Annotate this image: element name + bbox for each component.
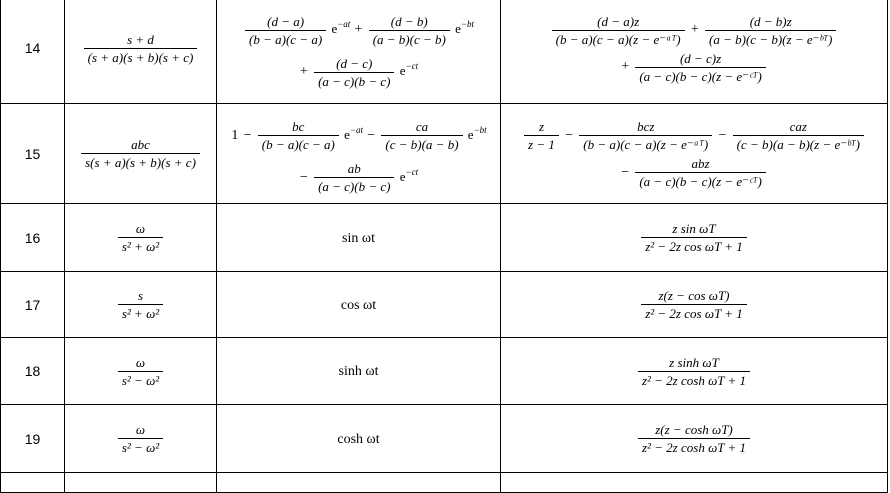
row-number: 17 (1, 272, 65, 338)
fraction (733, 119, 864, 152)
numerator: ab (347, 161, 361, 177)
fraction (314, 161, 394, 194)
expr-line (217, 6, 500, 48)
table-row-17 (1, 272, 888, 338)
fraction (638, 355, 750, 388)
fraction (81, 137, 200, 170)
operator: + (299, 64, 308, 79)
numerator: bc (292, 119, 305, 135)
fraction (84, 32, 198, 65)
denominator: s(s + a)(s + b)(s + c) (81, 153, 200, 170)
denominator: z² − 2z cos ωT + 1 (641, 304, 747, 321)
fraction (641, 221, 747, 254)
time-cell (217, 272, 501, 338)
denominator: z − 1 (524, 135, 559, 152)
denominator: (a − c)(b − c) (314, 177, 394, 194)
row-number: 19 (1, 405, 65, 473)
numerator: caz (789, 119, 807, 135)
operator: − (565, 127, 574, 143)
operator: + (354, 22, 363, 37)
numerator: (d − c) (336, 55, 373, 71)
table-row-15 (1, 104, 888, 204)
time-cell (217, 104, 501, 204)
denominator: (a − b)(c − b)(z − e⁻ᵇᵀ) (705, 30, 836, 47)
numerator: z sinh ωT (669, 354, 719, 370)
table-row-14 (1, 0, 888, 104)
time-cell (217, 0, 501, 104)
time-function: cos ωt (340, 297, 377, 313)
fraction (118, 355, 163, 388)
laplace-cell (65, 104, 217, 204)
z-transform-cell (501, 0, 888, 104)
operator: − (243, 127, 252, 143)
time-cell (217, 204, 501, 272)
time-function: sinh ωt (338, 364, 379, 379)
denominator: s² + ω² (118, 304, 163, 321)
fraction (118, 422, 163, 455)
laplace-cell (65, 0, 217, 104)
table-row-18 (1, 338, 888, 405)
denominator: z² − 2z cosh ωT + 1 (638, 438, 750, 455)
fraction (381, 119, 462, 152)
row-number: 18 (1, 338, 65, 405)
fraction (118, 221, 163, 254)
numerator: z (538, 119, 544, 135)
denominator: (a − c)(b − c) (314, 72, 394, 89)
laplace-cell (65, 338, 217, 405)
denominator: (a − c)(b − c)(z − e⁻ᶜᵀ) (635, 172, 765, 189)
fraction (638, 422, 750, 455)
operator: − (621, 164, 630, 180)
denominator: (c − b)(a − b) (381, 135, 462, 152)
denominator: (b − a)(c − a)(z − e⁻ᵃᵀ) (552, 30, 685, 47)
fraction (641, 288, 747, 321)
fraction (635, 156, 765, 189)
time-function: sin ωt (342, 230, 375, 246)
expr-line (501, 154, 887, 191)
numerator: z(z − cosh ωT) (655, 422, 733, 437)
fraction (314, 56, 394, 89)
exponential: $e^{-at}$ (331, 19, 351, 36)
exponential: $e^{-ct}$ (399, 61, 419, 78)
numerator: z(z − cos ωT) (658, 288, 730, 303)
exponential: $e^{-bt}$ (467, 124, 487, 142)
time-cell (217, 338, 501, 405)
z-transform-cell (501, 272, 888, 338)
row-number: 14 (1, 0, 65, 104)
fraction (552, 14, 685, 47)
operator: − (367, 127, 376, 143)
denominator: (b − a)(c − a) (245, 30, 326, 47)
denominator: z² − 2z cos ωT + 1 (641, 237, 747, 254)
numerator: (d − b) (390, 13, 428, 29)
laplace-cell (65, 405, 217, 473)
numerator: s + d (127, 31, 154, 47)
operator: − (299, 169, 308, 185)
exponential: $e^{-bt}$ (455, 19, 474, 36)
denominator: (b − a)(c − a) (258, 135, 339, 152)
numerator: (d − a)z (597, 13, 640, 29)
numerator: (d − b)z (749, 13, 792, 29)
row-number: 16 (1, 204, 65, 272)
fraction (524, 119, 559, 152)
table-row-19 (1, 405, 888, 473)
laplace-cell (65, 204, 217, 272)
expr-line (501, 117, 887, 154)
denominator: s² + ω² (118, 237, 163, 254)
operator: + (690, 22, 699, 37)
fraction (635, 51, 765, 84)
fraction (118, 288, 163, 321)
denominator: s² − ω² (118, 371, 163, 388)
expr-line (217, 112, 500, 154)
exponential: $e^{-ct}$ (399, 166, 419, 184)
numerator: abc (131, 137, 150, 152)
fraction (705, 14, 836, 47)
denominator: (s + a)(s + b)(s + c) (84, 48, 198, 65)
operator: + (621, 59, 630, 74)
z-transform-cell (501, 405, 888, 473)
time-function: cosh ωt (337, 431, 380, 447)
table-row-16 (1, 204, 888, 272)
numerator: ω (135, 422, 146, 437)
expr-line (501, 48, 887, 85)
z-transform-cell (501, 104, 888, 204)
time-cell (217, 405, 501, 473)
fraction (258, 119, 339, 152)
table-row-partial (1, 473, 888, 493)
denominator: (b − a)(c − a)(z − e⁻ᵃᵀ) (579, 135, 712, 152)
fraction (579, 119, 712, 152)
expr-line (217, 154, 500, 196)
numerator: ω (135, 354, 146, 370)
constant: 1 (231, 127, 239, 143)
expr-line (217, 48, 500, 90)
denominator: (a − b)(c − b) (369, 30, 450, 47)
denominator: s² − ω² (118, 438, 163, 455)
laplace-cell (65, 272, 217, 338)
fraction (245, 14, 326, 47)
numerator: (d − a) (267, 13, 305, 29)
numerator: ω (135, 221, 146, 236)
numerator: bcz (637, 119, 655, 135)
z-transform-cell (501, 338, 888, 405)
exponential: $e^{-at}$ (344, 124, 363, 142)
numerator: abz (691, 156, 710, 172)
numerator: s (137, 288, 144, 303)
numerator: ca (415, 119, 429, 135)
row-number: 15 (1, 104, 65, 204)
expr-line (501, 11, 887, 48)
operator: − (718, 127, 727, 143)
denominator: (a − c)(b − c)(z − e⁻ᶜᵀ) (635, 67, 765, 84)
z-transform-cell (501, 204, 888, 272)
fraction (369, 14, 450, 47)
numerator: z sin ωT (672, 221, 716, 236)
denominator: (c − b)(a − b)(z − e⁻ᵇᵀ) (733, 135, 864, 152)
numerator: (d − c)z (679, 50, 722, 66)
denominator: z² − 2z cosh ωT + 1 (638, 371, 750, 388)
